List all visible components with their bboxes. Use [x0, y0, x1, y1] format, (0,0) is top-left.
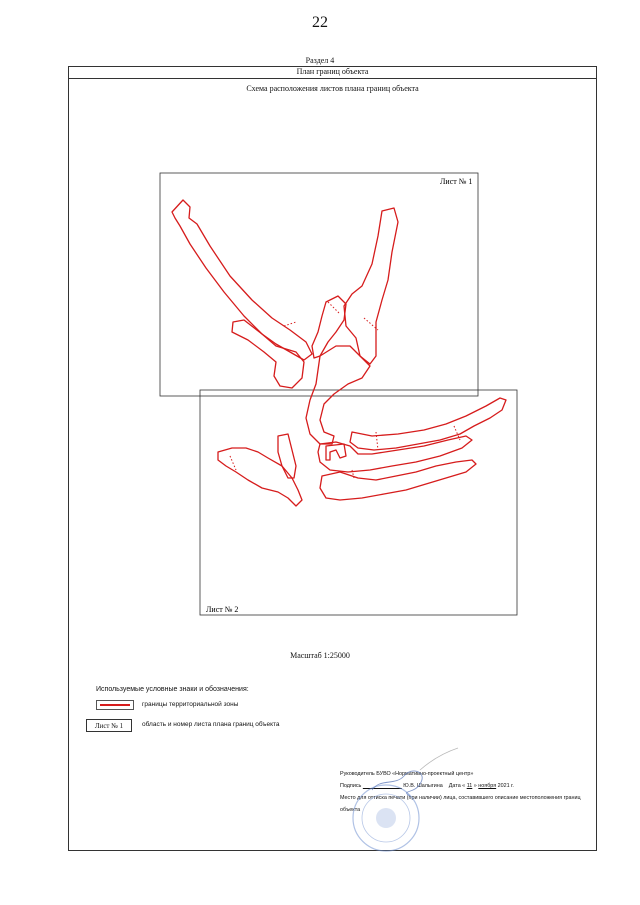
legend-zone-line-text: границы территориальной зоны [142, 701, 239, 708]
map-scale: Масштаб 1:25000 [290, 651, 350, 660]
table-title: План границ объекта [68, 66, 597, 79]
signoff-year: 2021 г. [497, 783, 514, 789]
signoff-name: Ю.В. Шалыгина [403, 783, 443, 789]
signoff-day: 11 [466, 783, 473, 789]
legend-sheet-text: область и номер листа плана границ объекта [142, 721, 280, 728]
signoff-month: ноября [478, 783, 497, 789]
signature-icon [372, 771, 422, 796]
scheme-title: Схема расположения листов плана границ объекта [246, 84, 419, 93]
legend-heading: Используемые условные знаки и обозначения: [96, 686, 249, 693]
signoff-signature-line: Подпись Ю.В. Шалыгина Дата « 11 » ноября 2021 г. [340, 783, 514, 789]
sheet-1-label: Лист № 1 [440, 177, 473, 186]
signoff-head: Руководитель БУВО «Нормативно-проектный центр» [340, 771, 474, 777]
section-label: Раздел 4 [305, 56, 335, 65]
page-number: 22 [312, 14, 328, 31]
legend-sheet-sample: Лист № 1 [86, 719, 132, 732]
signoff-seal-note: Место для оттиска печати (при наличии) лица, составившего описание местоположения границ объекта [340, 795, 581, 813]
sheet-2-label: Лист № 2 [206, 605, 239, 614]
